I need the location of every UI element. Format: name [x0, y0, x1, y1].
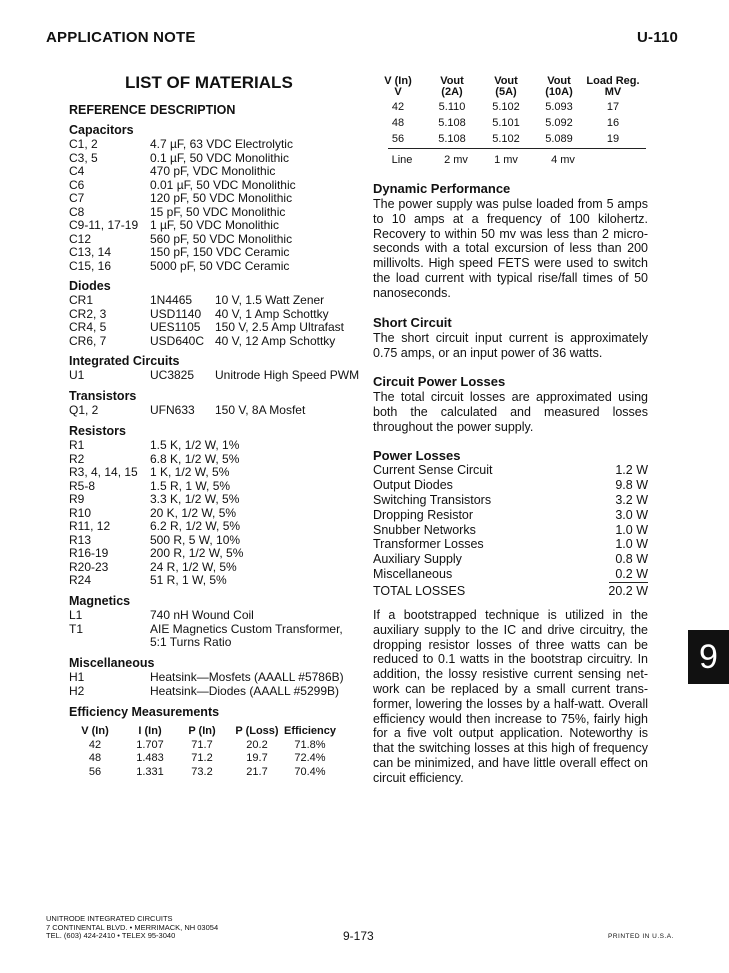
- list-item: [69, 439, 369, 453]
- list-item: [373, 478, 648, 493]
- cell: 5.108: [438, 133, 466, 145]
- loss-label: Snubber Networks: [373, 522, 476, 537]
- cell: 5.102: [492, 133, 520, 145]
- list-item: [69, 534, 369, 548]
- list-item: [69, 547, 369, 561]
- resistors-title: Resistors: [69, 424, 126, 438]
- cell: 4 mv: [551, 154, 575, 166]
- ref: C13, 14: [69, 245, 112, 259]
- list-item: [69, 152, 369, 166]
- transistors-title: Transistors: [69, 389, 137, 403]
- desc: Unitrode High Speed PWM: [215, 368, 360, 382]
- diodes-section: [69, 279, 369, 348]
- footer-address: [46, 915, 218, 941]
- desc: 0.01 µF, 50 VDC Monolithic: [150, 177, 296, 192]
- desc: 470 pF, VDC Monolithic: [150, 164, 276, 178]
- desc: 6.8 K, 1/2 W, 5%: [150, 451, 240, 466]
- loss-value: 0.2 W: [609, 567, 648, 583]
- page-number: 9-173: [343, 929, 374, 943]
- part: USD1140: [150, 306, 202, 321]
- cell: 5.101: [492, 117, 520, 129]
- cell: 71.7: [191, 738, 213, 751]
- loss-label: Dropping Resistor: [373, 507, 474, 522]
- header-left: APPLICATION NOTE: [46, 29, 196, 46]
- loss-value: 0.8 W: [615, 552, 648, 567]
- list-item: [373, 463, 648, 478]
- section-tab: 9: [688, 630, 729, 684]
- loss-label: Miscellaneous: [373, 567, 453, 582]
- list-item: [69, 480, 369, 494]
- cell: 70.4%: [294, 765, 326, 778]
- cell: 21.7: [246, 765, 268, 778]
- list-item: [69, 260, 369, 274]
- ref: C15, 16: [69, 258, 112, 273]
- list-item: [69, 369, 369, 383]
- capacitors-list: [69, 138, 369, 273]
- table-row: [380, 131, 648, 147]
- table-row: [69, 766, 349, 780]
- cell: 72.4%: [294, 752, 326, 764]
- ref: R11, 12: [69, 519, 111, 533]
- desc: 4.7 µF, 63 VDC Electrolytic: [150, 137, 293, 151]
- list-item: [69, 636, 369, 650]
- desc: 15 pF, 50 VDC Monolithic: [150, 204, 286, 219]
- ref: C6: [69, 177, 85, 192]
- desc: 150 V, 2.5 Amp Ultrafast: [215, 320, 344, 334]
- short-circuit-title: Short Circuit: [373, 315, 452, 330]
- cell: 56: [88, 765, 102, 778]
- list-item: [69, 507, 369, 521]
- ref: C4: [69, 164, 85, 178]
- misc-section: [69, 656, 369, 698]
- col-header: (5A): [495, 86, 517, 98]
- ref: R16-19: [69, 546, 109, 560]
- ics-section: [69, 354, 369, 383]
- ics-title: Integrated Circuits: [69, 354, 180, 368]
- desc: 560 pF, 50 VDC Monolithic: [150, 231, 293, 246]
- cell: 1.707: [136, 738, 164, 751]
- cell: 2 mv: [444, 154, 468, 166]
- loss-label: Current Sense Circuit: [373, 463, 493, 477]
- ref: R10: [69, 505, 92, 520]
- cell: 71.8%: [294, 738, 326, 751]
- loss-label: Transformer Losses: [373, 537, 484, 552]
- loss-value: 1.0 W: [615, 522, 648, 537]
- transistors-section: [69, 389, 369, 418]
- power-losses-list: [373, 463, 648, 599]
- desc: 500 R, 5 W, 10%: [150, 532, 241, 547]
- efficiency-title: [69, 705, 369, 720]
- desc: 150 V, 8A Mosfet: [215, 403, 306, 417]
- footer-line: UNITRODE INTEGRATED CIRCUITS: [46, 914, 173, 923]
- ref: T1: [69, 621, 84, 636]
- col-header: P (Loss): [235, 725, 279, 737]
- cell: 5.089: [545, 133, 573, 145]
- cell: 48: [88, 752, 102, 764]
- table-header: [380, 75, 648, 99]
- list-item: [69, 165, 369, 179]
- desc: 0.1 µF, 50 VDC Monolithic: [150, 150, 289, 165]
- list-title: LIST OF MATERIALS: [125, 73, 293, 92]
- loss-value: 3.2 W: [615, 492, 648, 507]
- cell: 5.092: [545, 117, 573, 129]
- list-item: [69, 453, 369, 467]
- short-circuit-text: The short circuit input current is approximately 0.75 amps, or an input power of 36 watts.: [373, 331, 648, 360]
- list-item: [373, 508, 648, 523]
- list-item: [69, 520, 369, 534]
- col-header: V: [394, 86, 402, 98]
- desc: 1.5 R, 1 W, 5%: [150, 478, 231, 493]
- ref: C3, 5: [69, 150, 98, 165]
- desc: 51 R, 1 W, 5%: [150, 573, 227, 587]
- loss-value: 1.2 W: [615, 463, 648, 477]
- ref: H1: [69, 670, 85, 684]
- ref: C8: [69, 204, 85, 219]
- list-item: [69, 493, 369, 507]
- desc: 20 K, 1/2 W, 5%: [150, 505, 237, 520]
- col-header: V (In): [81, 725, 109, 737]
- desc: 5:1 Turns Ratio: [150, 635, 232, 649]
- loss-label: Auxiliary Supply: [373, 552, 462, 567]
- desc: 5000 pF, 50 VDC Ceramic: [150, 258, 290, 273]
- cell: 42: [391, 101, 405, 113]
- ref: R13: [69, 532, 92, 547]
- part: 1N4465: [150, 293, 193, 307]
- ref: CR4, 5: [69, 320, 107, 334]
- capacitors-section: [69, 123, 369, 273]
- ref: R2: [69, 451, 85, 466]
- list-item: [69, 246, 369, 260]
- list-item: [69, 574, 369, 588]
- desc: 1 K, 1/2 W, 5%: [150, 465, 230, 479]
- desc: 3.3 K, 1/2 W, 5%: [150, 492, 240, 506]
- ref: R24: [69, 573, 92, 587]
- efficiency-table: [69, 725, 349, 779]
- col-header: Vout: [440, 75, 464, 87]
- cell: 5.102: [492, 101, 520, 113]
- list-item: [69, 321, 369, 335]
- col-header: Vout: [494, 75, 518, 87]
- col-header: Vout: [547, 75, 571, 87]
- list-item: [373, 523, 648, 538]
- col-header: MV: [604, 86, 622, 98]
- description-heading: DESCRIPTION: [150, 103, 236, 117]
- ref: CR6, 7: [69, 333, 107, 348]
- closing-text: If a bootstrapped technique is utilized in the auxiliary supply to the IC and drive circuitry, the dropping resistor losses of three watts can be reduced to 0.1 watts in the bootstrap circuitry. In addition, the lossy resistive current sensing net-work can be replaced by a small current trans-former, lowering the losses by a half-watt. Overall efficiency would then increase to 75%, fairly high for a five volt output application. Noteworthy is that the switching losses at this high of frequency can be minimized, and have little overall effect on circuit efficiency.: [373, 608, 648, 785]
- cell: 1.331: [136, 765, 164, 778]
- cell: 5.110: [438, 101, 466, 113]
- cell: Line: [391, 154, 413, 166]
- col-header: Efficiency: [284, 725, 336, 737]
- list-item: [69, 192, 369, 206]
- list-item: [69, 233, 369, 247]
- list-item: [69, 308, 369, 322]
- ref: CR2, 3: [69, 306, 107, 321]
- ref: R9: [69, 492, 85, 506]
- list-item: [69, 335, 369, 349]
- cell: 1.483: [136, 752, 164, 764]
- total-label: TOTAL LOSSES: [373, 584, 466, 599]
- loss-value: 1.0 W: [615, 537, 648, 552]
- power-losses-title: Power Losses: [373, 448, 461, 463]
- desc: 10 V, 1.5 Watt Zener: [215, 293, 325, 307]
- magnetics-title: Magnetics: [69, 594, 131, 608]
- list-item: [69, 179, 369, 193]
- desc: Heatsink—Mosfets (AAALL #5786B): [150, 670, 344, 684]
- loss-label: Switching Transistors: [373, 492, 492, 507]
- total-value: 20.2 W: [608, 584, 648, 599]
- table-row: [380, 152, 648, 168]
- list-item: [69, 685, 369, 699]
- table-rule: [388, 148, 646, 149]
- list-item: [69, 466, 369, 480]
- cell: 56: [391, 133, 405, 145]
- col-header: V (In): [384, 75, 412, 87]
- desc: 6.2 R, 1/2 W, 5%: [150, 519, 241, 533]
- cell: 20.2: [246, 738, 268, 751]
- circuit-losses-text: The total circuit losses are approximated using both the calculated and measured losses throughout the power supply.: [373, 390, 648, 434]
- part: UFN633: [150, 403, 195, 417]
- list-item: [69, 138, 369, 152]
- ref: C1, 2: [69, 137, 98, 151]
- desc: 1 µF, 50 VDC Monolithic: [150, 218, 279, 232]
- ref: R5-8: [69, 478, 96, 493]
- list-item: [373, 493, 648, 508]
- dynamic-title: Dynamic Performance: [373, 181, 511, 196]
- desc: 200 R, 1/2 W, 5%: [150, 546, 244, 560]
- ref: C7: [69, 191, 85, 205]
- diodes-title: Diodes: [69, 279, 111, 293]
- misc-title: Miscellaneous: [69, 656, 155, 670]
- ref: R20-23: [69, 559, 109, 574]
- cell: 71.2: [191, 752, 213, 764]
- footer-line: 7 CONTINENTAL BLVD. • MERRIMACK, NH 03054: [46, 922, 219, 932]
- list-item: [373, 537, 648, 552]
- desc: 40 V, 12 Amp Schottky: [215, 333, 336, 348]
- list-item: [373, 552, 648, 567]
- table-row: [69, 739, 349, 753]
- ref: U1: [69, 368, 85, 382]
- list-item: [373, 567, 648, 582]
- table-row: [69, 752, 349, 766]
- reference-heading: REFERENCE: [69, 103, 147, 117]
- desc: 120 pF, 50 VDC Monolithic: [150, 191, 293, 205]
- load-regulation-table: [380, 75, 648, 168]
- list-item: [69, 404, 369, 418]
- ref: CR1: [69, 293, 94, 307]
- list-item: [69, 206, 369, 220]
- loss-value: 3.0 W: [615, 507, 648, 522]
- cell: 19.7: [246, 752, 268, 764]
- list-item: [69, 561, 369, 575]
- cell: 19: [606, 133, 620, 145]
- desc: AIE Magnetics Custom Transformer,: [150, 621, 343, 636]
- list-item: [69, 294, 369, 308]
- header-right: U-110: [637, 29, 679, 46]
- ref: Q1, 2: [69, 403, 99, 417]
- circuit-losses-title: Circuit Power Losses: [373, 374, 506, 389]
- desc: Heatsink—Diodes (AAALL #5299B): [150, 683, 339, 698]
- table-header: [69, 725, 349, 739]
- cell: 5.108: [438, 117, 466, 129]
- cell: 48: [391, 117, 405, 129]
- col-header: P (In): [188, 725, 216, 737]
- ref: R3, 4, 14, 15: [69, 465, 138, 479]
- loss-value: 9.8 W: [615, 477, 648, 492]
- col-header: (2A): [441, 86, 463, 98]
- part: USD640C: [150, 333, 205, 348]
- table-row: [380, 115, 648, 131]
- list-item: [69, 671, 369, 685]
- col-header: Load Reg.: [586, 75, 640, 87]
- ref: C9-11, 17-19: [69, 218, 139, 232]
- desc: 740 nH Wound Coil: [150, 608, 254, 622]
- part: UC3825: [150, 368, 195, 382]
- list-item: [69, 623, 369, 637]
- col-header: I (In): [138, 725, 162, 737]
- cell: 1 mv: [494, 154, 518, 166]
- desc: 1.5 K, 1/2 W, 1%: [150, 438, 240, 452]
- desc: 24 R, 1/2 W, 5%: [150, 559, 237, 574]
- cell: 73.2: [191, 765, 213, 778]
- cell: 17: [606, 101, 620, 113]
- desc: 150 pF, 150 VDC Ceramic: [150, 245, 290, 259]
- ref: R1: [69, 438, 85, 452]
- total-row: [373, 584, 648, 599]
- col-header: (10A): [545, 86, 573, 98]
- cell: 16: [606, 117, 620, 129]
- list-item: [69, 609, 369, 623]
- dynamic-text: The power supply was pulse loaded from 5 amps to 10 amps at a frequency of 100 kilohertz. Recovery to within 50 mv was less than 2 micro-seconds with a total excursion of less than 200 millivolts. High speed FETS were used to switch the load current with typical rise/fall times of 50 nanoseconds.: [373, 197, 648, 300]
- ref: H2: [69, 683, 85, 698]
- cell: 42: [88, 738, 102, 751]
- capacitors-title: Capacitors: [69, 123, 134, 137]
- ref: L1: [69, 608, 83, 622]
- list-item: [69, 219, 369, 233]
- magnetics-section: [69, 594, 369, 650]
- resistors-section: [69, 424, 369, 588]
- printed-note: PRINTED IN U.S.A.: [608, 933, 674, 940]
- footer-line: TEL. (603) 424-2410 • TELEX 95-3040: [46, 931, 176, 940]
- efficiency-title-text: Efficiency Measurements: [69, 705, 220, 719]
- desc: 40 V, 1 Amp Schottky: [215, 306, 329, 321]
- cell: 5.093: [545, 101, 573, 113]
- loss-label: Output Diodes: [373, 477, 453, 492]
- ref: C12: [69, 231, 92, 246]
- table-row: [380, 99, 648, 115]
- part: UES1105: [150, 320, 201, 334]
